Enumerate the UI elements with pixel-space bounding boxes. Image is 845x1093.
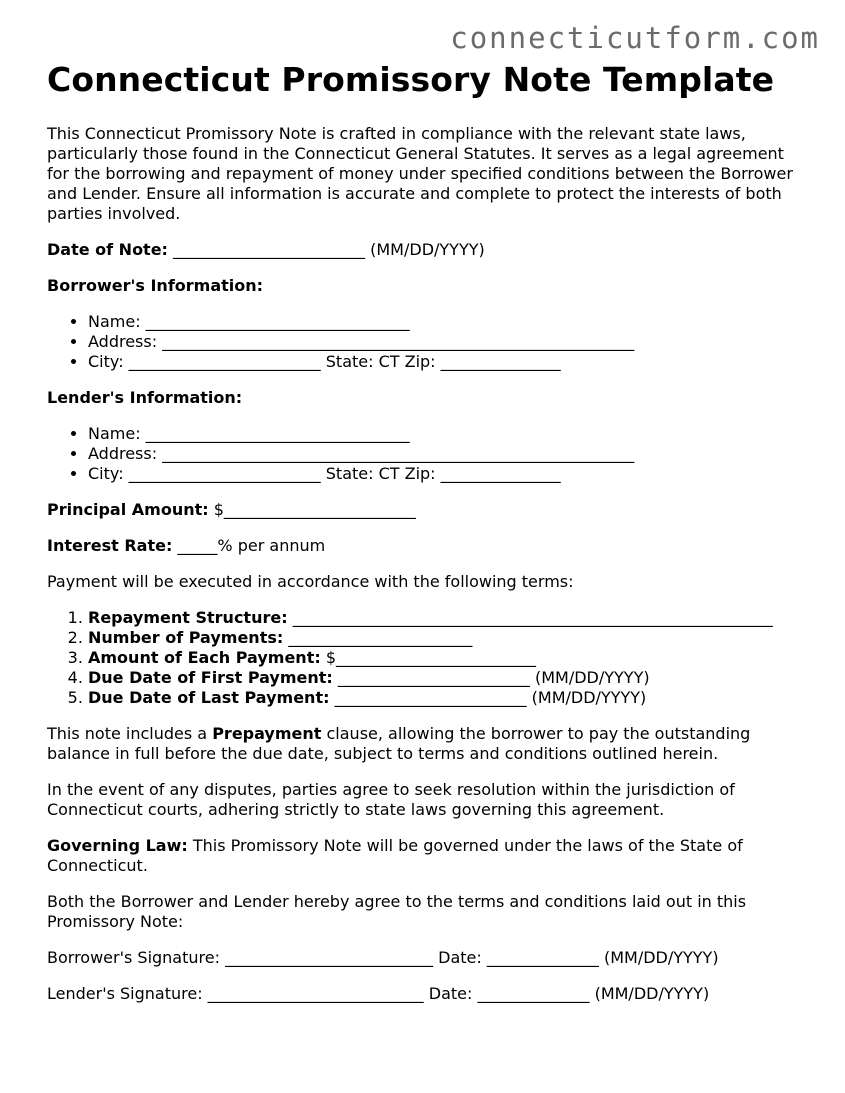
prepayment-paragraph: This note includes a Prepayment clause, allowing the borrower to pay the outstanding balance in full before the due date, subject to terms and conditions outlined herein. (47, 724, 751, 763)
lender-city-field: • City: ________________________ State: CT Zip: _______________ (88, 464, 807, 484)
lender-signature-line: Lender's Signature: ___________________________ Date: ______________ (MM/DD/YYYY) (47, 984, 710, 1003)
interest-rate-field (47, 536, 807, 556)
agreement-paragraph: Both the Borrower and Lender hereby agree to the terms and conditions laid out in this Promissory Note: (47, 892, 747, 931)
governing-law-paragraph: Governing Law: This Promissory Note will be governed under the laws of the State of Connecticut. (47, 836, 743, 875)
date-of-note-label: Date of Note: (47, 240, 168, 259)
interest-rate-label: Interest Rate: (47, 536, 173, 555)
principal-amount-blank: $________________________ (208, 500, 416, 519)
last-payment-date-term: 5. Due Date of Last Payment: ________________________ (MM/DD/YYYY) (88, 688, 807, 708)
first-payment-date-term: 4. Due Date of First Payment: ________________________ (MM/DD/YYYY) (88, 668, 807, 688)
interest-rate-blank: _____% per annum (172, 536, 326, 555)
site-watermark: connecticutform.com (450, 21, 820, 55)
borrower-address-field: • Address: ___________________________________________________________ (88, 332, 807, 352)
date-of-note-blank: ________________________ (MM/DD/YYYY) (167, 240, 485, 259)
borrower-heading: Borrower's Information: (47, 276, 264, 295)
lender-name-field: • Name: _________________________________ (88, 424, 807, 444)
repayment-structure-term: 1. Repayment Structure: ____________________________________________________________ (88, 608, 807, 628)
borrower-info-list (47, 312, 807, 372)
amount-each-payment-term: 3. Amount of Each Payment: $_________________________ (88, 648, 807, 668)
disputes-paragraph: In the event of any disputes, parties agree to seek resolution within the jurisdiction of Connecticut courts, adhering strictly to state laws governing this agreement. (47, 780, 735, 819)
borrower-signature-line: Borrower's Signature: __________________________ Date: ______________ (MM/DD/YYYY) (47, 948, 719, 967)
date-of-note-field (47, 240, 807, 260)
intro-paragraph: This Connecticut Promissory Note is crafted in compliance with the relevant state laws, particularly those found in the Connecticut General Statutes. It serves as a legal agreement for the borrowing and repayment of money under specified conditions between the Borrower and Lender. Ensure all information is accurate and complete to protect the interests of both parties involved. (47, 124, 793, 223)
borrower-name-field: • Name: _________________________________ (88, 312, 807, 332)
principal-amount-field (47, 500, 807, 520)
payment-terms-list (47, 608, 807, 708)
payment-intro: Payment will be executed in accordance with the following terms: (47, 572, 574, 591)
principal-amount-label: Principal Amount: (47, 500, 209, 519)
document-body (47, 58, 807, 1020)
lender-heading: Lender's Information: (47, 388, 243, 407)
document-title: Connecticut Promissory Note Template (47, 60, 775, 99)
number-of-payments-term: 2. Number of Payments: _______________________ (88, 628, 807, 648)
lender-info-list (47, 424, 807, 484)
borrower-city-field: • City: ________________________ State: CT Zip: _______________ (88, 352, 807, 372)
lender-address-field: • Address: ___________________________________________________________ (88, 444, 807, 464)
